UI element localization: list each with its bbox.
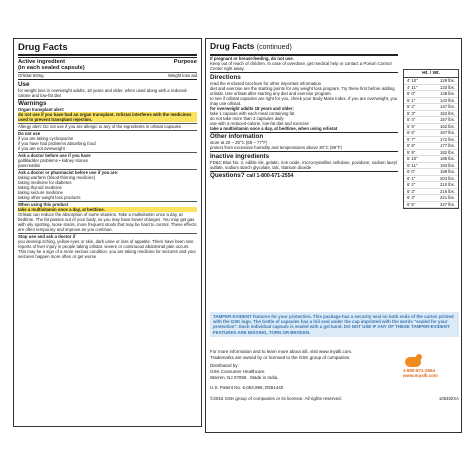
height-cell: 5' 9" <box>407 149 416 155</box>
purpose-label: Purpose <box>173 59 197 65</box>
weight-cell: 188 lbs. <box>439 156 455 161</box>
directions-item: diet and exercise are the starting points for any weight loss program. Try these first before adding orlistat. Use orlistat after starting any diet and exercise program. <box>210 85 395 96</box>
height-cell: 4' 11" <box>407 84 418 90</box>
other-info-item: store at 20 – 25°C (68 – 77°F) <box>210 140 268 145</box>
height-weight-table <box>403 69 459 209</box>
directions-header: Directions <box>210 72 398 81</box>
height-cell: 6' 0" <box>407 169 416 174</box>
height-weight-row <box>404 202 458 209</box>
do-not-use-header: Do not use <box>18 130 197 136</box>
do-not-use-item: if you have had problems absorbing food <box>18 141 96 147</box>
ask-pharmacist-item: taking warfarin (blood thinning medicine) <box>18 175 96 181</box>
questions-header: Questions? <box>210 172 245 179</box>
alli-logo-icon <box>405 357 421 367</box>
do-not-use-item: if you are taking cyclosporine <box>18 136 74 142</box>
ingredient-name: Orlistat 60mg <box>18 73 44 79</box>
height-cell: 6' 4" <box>407 195 416 200</box>
height-cell: 5' 11" <box>407 162 418 168</box>
weight-cell: 172 lbs. <box>439 136 455 142</box>
stop-use-header: Stop use and ask a doctor if <box>18 233 197 239</box>
other-info-header: Other information <box>210 132 398 141</box>
organ-alert-text: do not use if you have had an organ transplant. Orlistat interferes with the medicines used to prevent transplant rejection. <box>18 112 197 122</box>
copyright-text: ©2015 GSK group of companies or its licensor. All rights reserved. <box>210 396 342 401</box>
active-ingredient-row <box>18 72 197 78</box>
drug-facts-panel-left <box>13 38 202 427</box>
ask-pharmacist-item: taking other weight loss products <box>18 195 81 201</box>
directions-item: read the enclosed brochure for other important information <box>210 80 322 86</box>
height-cell: 5' 3" <box>407 110 416 116</box>
height-cell: 5' 4" <box>407 117 416 122</box>
active-ingredient-header <box>18 57 197 71</box>
do-not-use-item: if you are not overweight <box>18 146 65 152</box>
warnings-header: Warnings <box>18 99 197 108</box>
drug-facts-panel-right <box>205 38 462 433</box>
drug-facts-continued-title <box>210 41 398 56</box>
height-weight-header: Ht. / Wt. <box>404 70 458 78</box>
trademarks-text: Trademarks are owned by or licensed to the GSK group of companies. <box>210 355 351 360</box>
use-header: Use <box>18 79 197 88</box>
ask-doctor-item: pancreatitis <box>18 163 40 169</box>
ask-pharmacist-item: taking seizure medicine <box>18 190 63 196</box>
keep-out-warning: Keep out of reach of children. In case of overdose, get medical help or contact a Poison Control Center right away. <box>210 61 392 71</box>
weight-cell: 182 lbs. <box>439 149 455 155</box>
height-cell: 5' 5" <box>407 123 416 129</box>
height-cell: 5' 1" <box>407 97 416 103</box>
weight-cell: 143 lbs. <box>439 97 455 103</box>
directions-item: use with a reduced-calorie, low-fat diet and exercise <box>210 120 309 126</box>
weight-cell: 177 lbs. <box>439 143 455 148</box>
height-cell: 5' 2" <box>407 104 416 109</box>
phone-badge: 1-800-671-2554 <box>403 368 436 373</box>
inactive-ingredients-text: FD&C Blue No. 2, edible ink, gelatin, iron oxide, microcrystalline cellulose, povidone, sodium lauryl sulfate, sodium starch glycolate, talc, titanium dioxide <box>210 159 398 170</box>
when-using-text: Orlistat can reduce the absorption of some vitamins. Take a multivitamin once a day, at bedtime. The fat passes out of your body, so you may have bowel changes. You may get gas with oily spotting, loose stools, more frequent stools that may be hard to control. These effects are often temporary and improve as you continue. <box>18 212 197 233</box>
weight-cell: 152 lbs. <box>439 110 455 116</box>
ask-pharmacist-item: taking medicine for diabetes <box>18 180 72 186</box>
weight-cell: 129 lbs. <box>439 78 455 83</box>
height-weight-rows <box>404 78 458 208</box>
weight-cell: 162 lbs. <box>439 123 455 129</box>
web-badge: www.myalli.com <box>403 373 438 378</box>
ingredient-purpose: Weight loss aid <box>167 73 197 79</box>
use-text: for weight loss in overweight adults, 18 years and older, when used along with a reduced-calorie and low-fat diet <box>18 87 188 98</box>
made-in-text: Made in India. <box>250 375 279 380</box>
height-cell: 6' 5" <box>407 201 416 207</box>
distributor-company: GSK Consumer Healthcare <box>210 369 265 374</box>
active-ingredient-label: Active ingredient (in each sealed capsule) <box>18 59 85 72</box>
height-cell: 5' 0" <box>407 91 416 96</box>
directions-item: take 1 capsule with each meal containing fat <box>210 110 295 116</box>
directions-item: do not take more than 3 capsules daily <box>210 115 284 121</box>
height-cell: 4' 10" <box>407 78 418 83</box>
weight-cell: 216 lbs. <box>439 188 455 194</box>
drug-facts-title-right: Drug Facts <box>210 41 255 51</box>
continued-label: (continued) <box>256 44 292 51</box>
height-cell: 5' 8" <box>407 143 416 148</box>
tamper-evident-box: TAMPER-EVIDENT features for your protection. This package has a security seal on both ends of the carton printed with the GSK logo. The bottle of capsules has a foil seal under the cap imprinted with the words "sealed for your protection". Each individual capsule is sealed with a gel band. DO NOT USE IF ANY OF THESE TAMPER-EVIDENT FEATURES ARE MISSING, TORN OR BROKEN. <box>210 312 459 337</box>
drug-facts-title: Drug Facts <box>18 42 197 56</box>
ask-pharmacist-header: Ask a doctor or pharmacist before use if you are: <box>18 169 197 175</box>
other-info-item: protect from excessive humidity and temperatures above 30°C (86°F) <box>210 145 342 150</box>
weight-cell: 133 lbs. <box>439 84 455 90</box>
when-using-header: When using this product <box>18 201 197 207</box>
distributed-by-label: Distributed by: <box>210 363 239 368</box>
product-code: 105482XA <box>438 396 459 401</box>
weight-cell: 193 lbs. <box>439 162 455 168</box>
height-cell: 6' 1" <box>407 175 416 181</box>
ask-doctor-item: gallbladder problems • kidney stones <box>18 158 89 164</box>
weight-cell: 204 lbs. <box>439 175 455 181</box>
weight-cell: 147 lbs. <box>439 104 455 109</box>
organ-alert-label: Organ transplant alert: <box>18 107 65 113</box>
height-cell: 5' 6" <box>407 130 416 135</box>
height-cell: 6' 2" <box>407 182 416 187</box>
patent-text: U.S. Patent No. 6,004,996; D551440 <box>210 385 284 390</box>
ask-doctor-header: Ask a doctor before use if you have <box>18 152 197 158</box>
questions-row <box>210 171 398 181</box>
allergy-alert-text: Allergy alert: Do not use if you are allergic to any of the ingredients in orlistat capsules <box>18 123 197 129</box>
brand-area <box>403 357 459 401</box>
weight-cell: 199 lbs. <box>439 169 455 174</box>
ask-pharmacist-item: taking thyroid medicine <box>18 185 62 191</box>
directions-item: to see if orlistat capsules are right for you, check your Body Mass Index. If you are overweight, you may use orlistat. <box>210 95 398 106</box>
when-using-highlight: take a multivitamin once a day, at bedtime. <box>18 207 197 212</box>
more-info-text: For more information and to learn more about alli, visit www.myalli.com. <box>210 349 353 354</box>
height-cell: 6' 3" <box>407 188 416 194</box>
stop-use-text: you develop itching, yellow eyes or skin, dark urine or loss of appetite. There have been rare reports of liver injury in people taking orlistat. severe or continuous abdominal pain occurs. This may be a sign of a more serious condition. you are taking medicine for seizures and your seizures happen more often or get worse <box>18 239 196 260</box>
height-cell: 5' 7" <box>407 136 416 142</box>
distributor-city-name: Warren, NJ 07059 <box>210 375 247 380</box>
weight-cell: 167 lbs. <box>439 130 455 135</box>
directions-item: take a multivitamin once a day, at bedtime, when using orlistat <box>210 125 338 131</box>
right-text-column <box>210 41 398 180</box>
weight-cell: 210 lbs. <box>439 182 455 187</box>
pregnancy-warning: If pregnant or breast-feeding, do not use. <box>210 56 294 61</box>
questions-phone: call 1-800-671-2554 <box>246 173 294 179</box>
weight-cell: 227 lbs. <box>439 201 455 207</box>
weight-cell: 221 lbs. <box>439 195 455 200</box>
inactive-ingredients-header: Inactive ingredients <box>210 151 398 160</box>
height-cell: 5' 10" <box>407 156 418 161</box>
directions-item: for overweight adults 18 years and older: <box>210 105 294 111</box>
weight-cell: 157 lbs. <box>439 117 455 122</box>
weight-cell: 138 lbs. <box>439 91 455 96</box>
